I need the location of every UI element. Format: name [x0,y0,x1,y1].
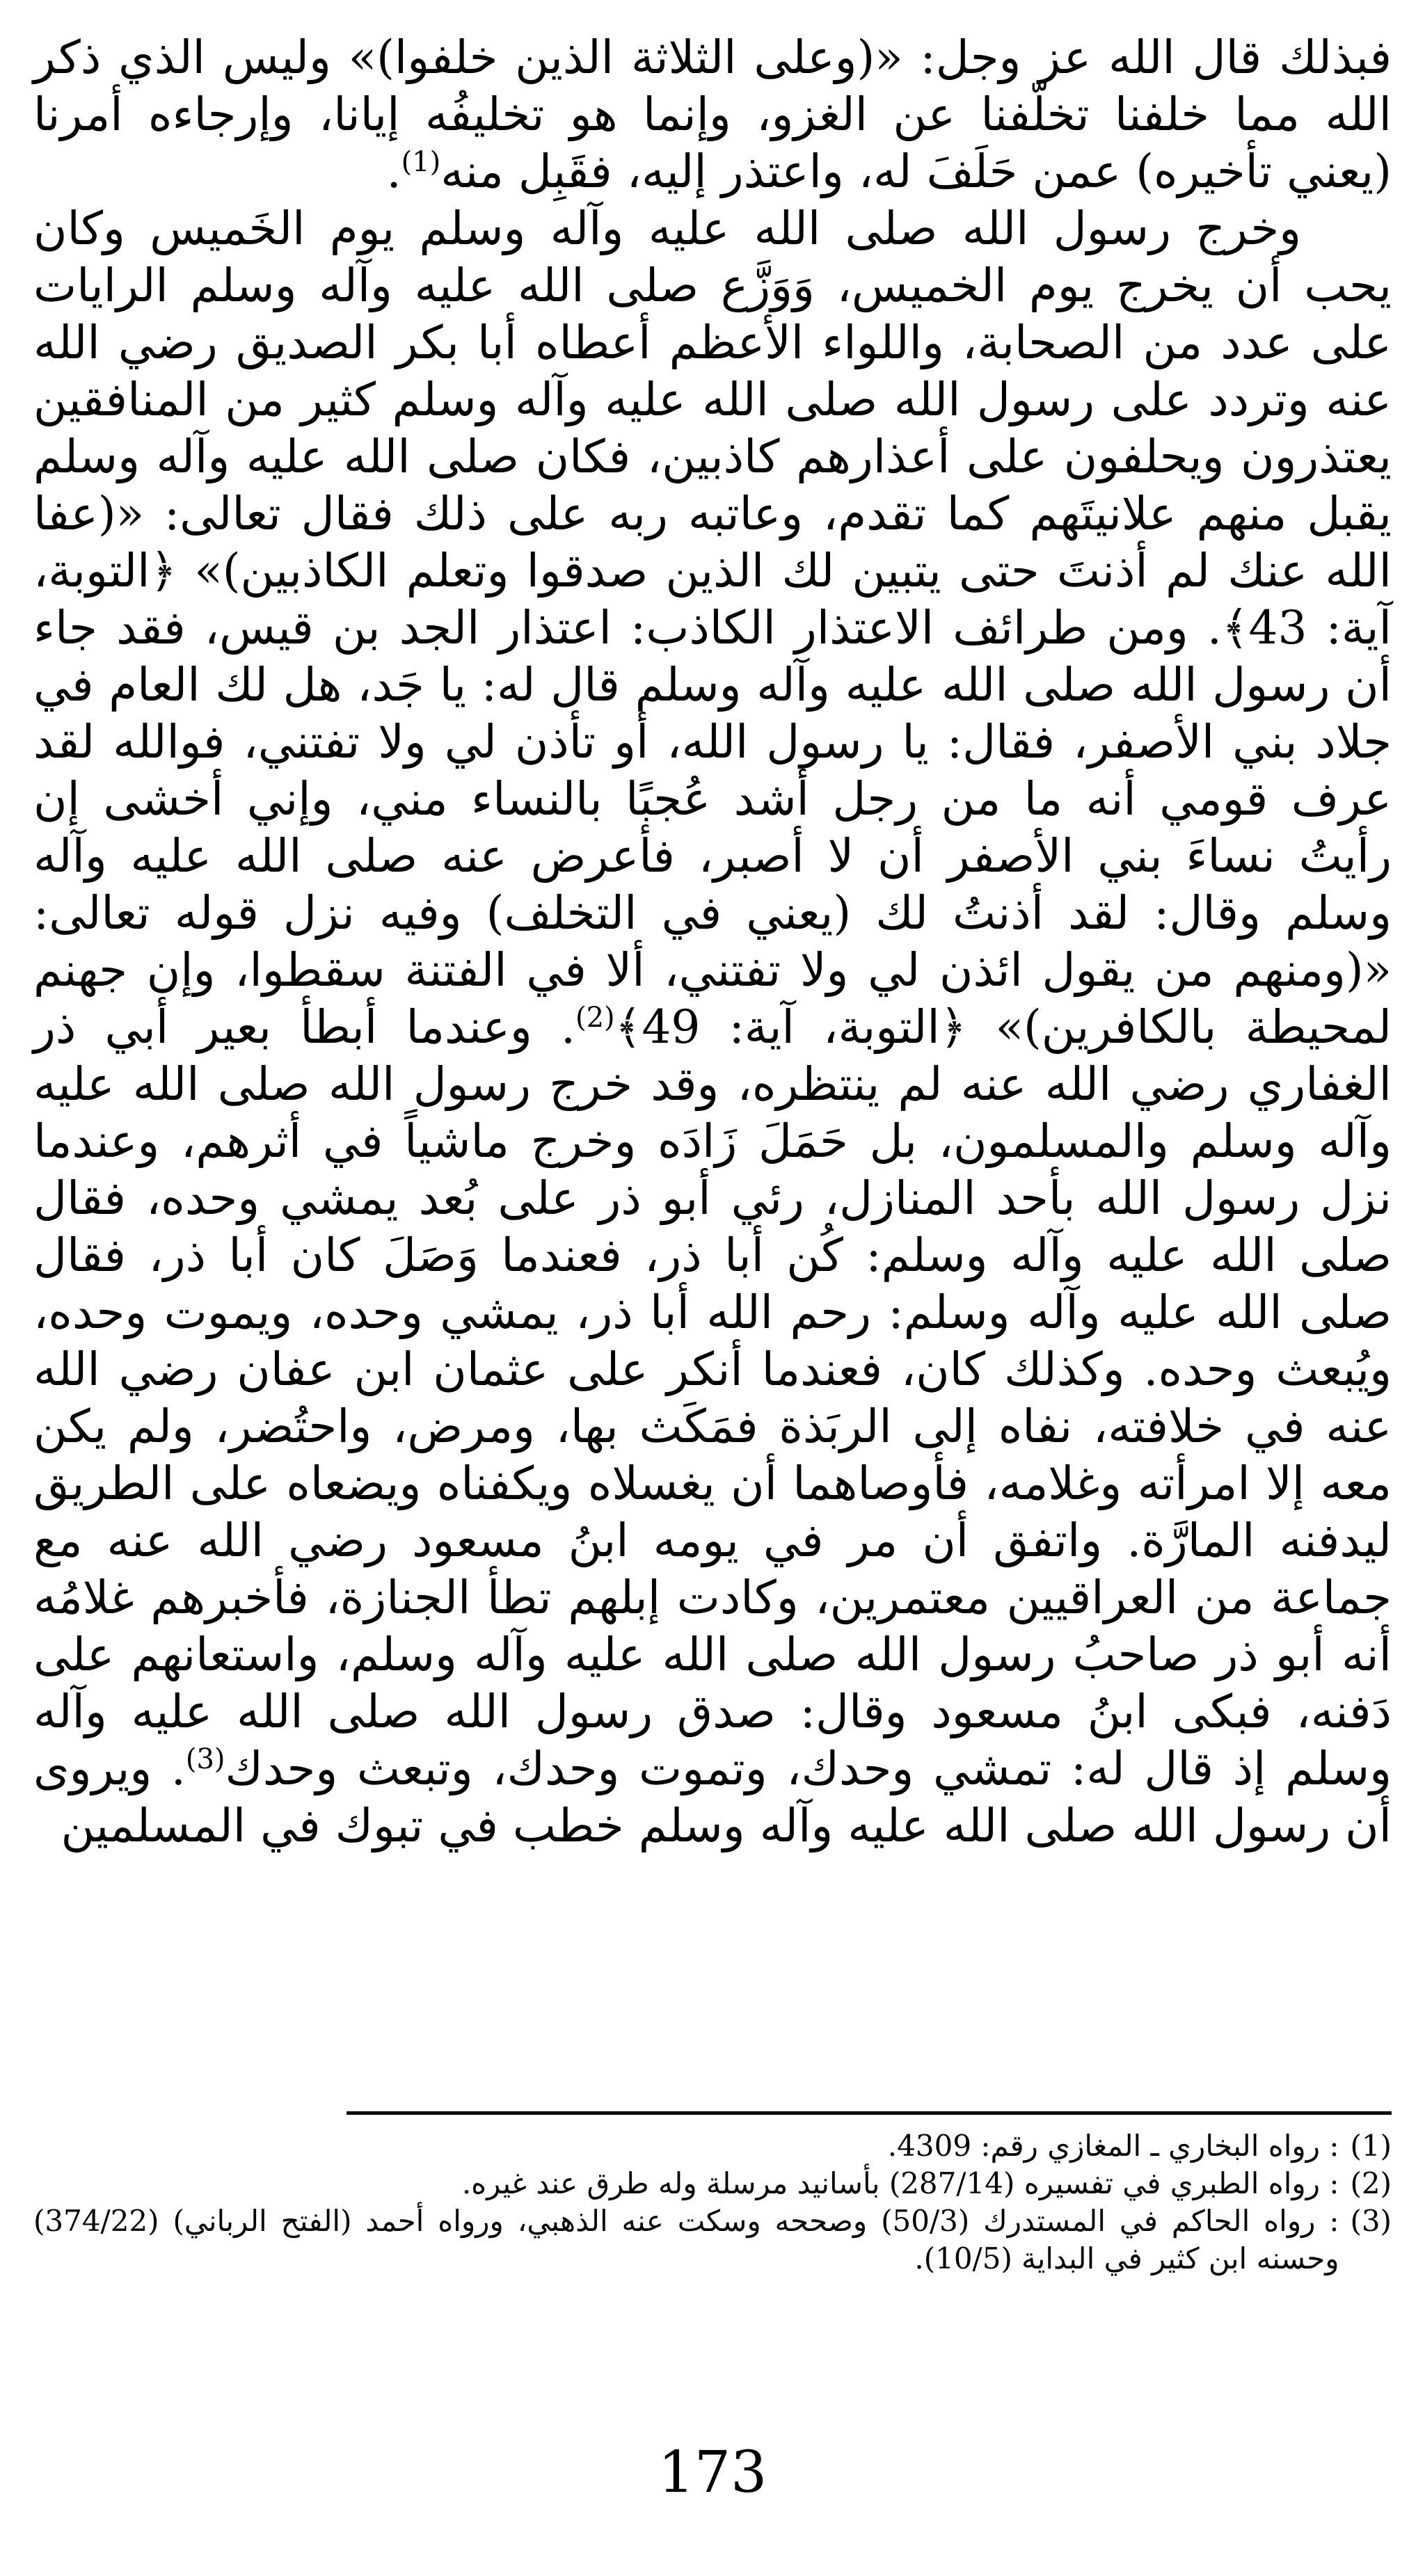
paragraph-2-segment-1: وخرج رسول الله صلى الله عليه وآله وسلم يوم الخَميس وكان يحب أن يخرج يوم الخميس، وَوَزَّع صلى الله عليه وآله وسلم الرايات على عدد من الصحابة، واللواء الأعظم أعطاه أبا بكر الصديق رضي الله عنه وتردد على رسول الله صلى الله عليه وآله وسلم كثير من المنافقين يعتذرون ويحلفون على أعذارهم كاذبين، فكان صلى الله عليه وآله وسلم يقبل منهم علانيتَهم كما تقدم، وعاتبه ربه على ذلك فقال تعالى: «(عفا الله عنك لم أذنتَ حتى يتبين لك الذين صدقوا وتعلم الكاذبين)» ﴿التوبة، آية: 43﴾. ومن طرائف الاعتذار الكاذب: اعتذار الجد بن قيس، فقد جاء أن رسول الله صلى الله عليه وآله وسلم قال له: يا جَد، هل لك العام في جلاد بني الأصفر، فقال: يا رسول الله، أو تأذن لي ولا تفتني، فوالله لقد عرف قومي أنه ما من رجل أشد عُجبًا بالنساء مني، وإني أخشى إن رأيتُ نساءَ بني الأصفر أن لا أصبر، فأعرض عنه صلى الله عليه وآله وسلم وقال: لقد أذنتُ لك (يعني في التخلف) وفيه نزل قوله تعالى: «(ومنهم من يقول ائذن لي ولا تفتني، ألا في الفتنة سقطوا، وإن جهنم لمحيطة بالكافرين)» ﴿التوبة، آية: 49﴾ [33,202,1392,1054]
footnotes [33,2127,1392,2278]
paragraph-2-segment-2: . وعندما أبطأ بعير أبي ذر الغفاري رضي الله عنه لم ينتظره، وقد خرج رسول الله صلى الله عليه وآله وسلم والمسلمون، بل حَمَلَ زَادَه وخرج ماشياً في أثرهم، وعندما نزل رسول الله بأحد المنازل، رئي أبو ذر على بُعد يمشي وحده، فقال صلى الله عليه وآله وسلم: كُن أبا ذر، فعندما وَصَلَ كان أبا ذر، فقال صلى الله عليه وآله وسلم: رحم الله أبا ذر، يمشي وحده، ويموت وحده، ويُبعث وحده. وكذلك كان، فعندما أنكر على عثمان ابن عفان رضي الله عنه في خلافته، نفاه إلى الربَذة فمَكَث بها، ومرض، واحتُضر، ولم يكن معه إلا امرأته وغلامه، فأوصاهما أن يغسلاه ويكفناه ويضعاه على الطريق ليدفنه المارَّة. واتفق أن مر في يومه ابنُ مسعود رضي الله عنه مع جماعة من العراقيين معتمرين، وكادت إبلهم تطأ الجنازة، فأخبرهم غلامُه أنه أبو ذر صاحبُ رسول الله صلى الله عليه وآله وسلم، واستعانهم على دَفنه، فبكى ابنُ مسعود وقال: صدق رسول الله صلى الله عليه وآله وسلم إذ قال له: تمشي وحدك، وتموت وحدك، وتبعث وحدك [33,1000,1392,1795]
footnote-2 [33,2165,1392,2202]
footnote-1 [33,2127,1392,2165]
paragraph-1-tail: . [386,145,401,198]
main-text [33,29,1392,1855]
footnote-separator [347,2111,1392,2115]
footnote-number: (1) [1350,2129,1392,2163]
paragraph-1-text: فبذلك قال الله عز وجل: «(وعلى الثلاثة الذين خلفوا)» وليس الذي ذكر الله مما خلفنا تخلّفنا عن الغزو، وإنما هو تخليفُه إيانا، وإرجاءه أمرنا (يعني تأخيره) عمن حَلَفَ له، واعتذر إليه، فقَبِل منه [33,31,1392,198]
paragraph-1 [33,29,1392,200]
footnote-number: (3) [1350,2204,1392,2238]
paragraph-2 [33,200,1392,1855]
page-number: 173 [658,2440,767,2506]
footnote-3 [33,2202,1392,2278]
footnote-text: : رواه الطبري في تفسيره (287/14) بأسانيد مرسلة وله طرق عند غيره. [461,2166,1339,2200]
footnote-ref-2: (2) [575,1002,615,1034]
footnote-text: : رواه الحاكم في المستدرك (50/3) وصححه وسكت عنه الذهبي، ورواه أحمد (الفتح الرباني) (374/22) وحسنه ابن كثير في البداية (10/5). [33,2204,1339,2275]
footnote-ref-1: (1) [401,146,441,178]
footnote-number: (2) [1350,2166,1392,2200]
paragraph-2-segment-3: . ويروى أن رسول الله صلى الله عليه وآله وسلم خطب في تبوك في المسلمين [33,1742,1392,1853]
footnote-text: : رواه البخاري ـ المغازي رقم: 4309. [887,2129,1339,2163]
footnote-ref-3: (3) [185,1743,225,1775]
